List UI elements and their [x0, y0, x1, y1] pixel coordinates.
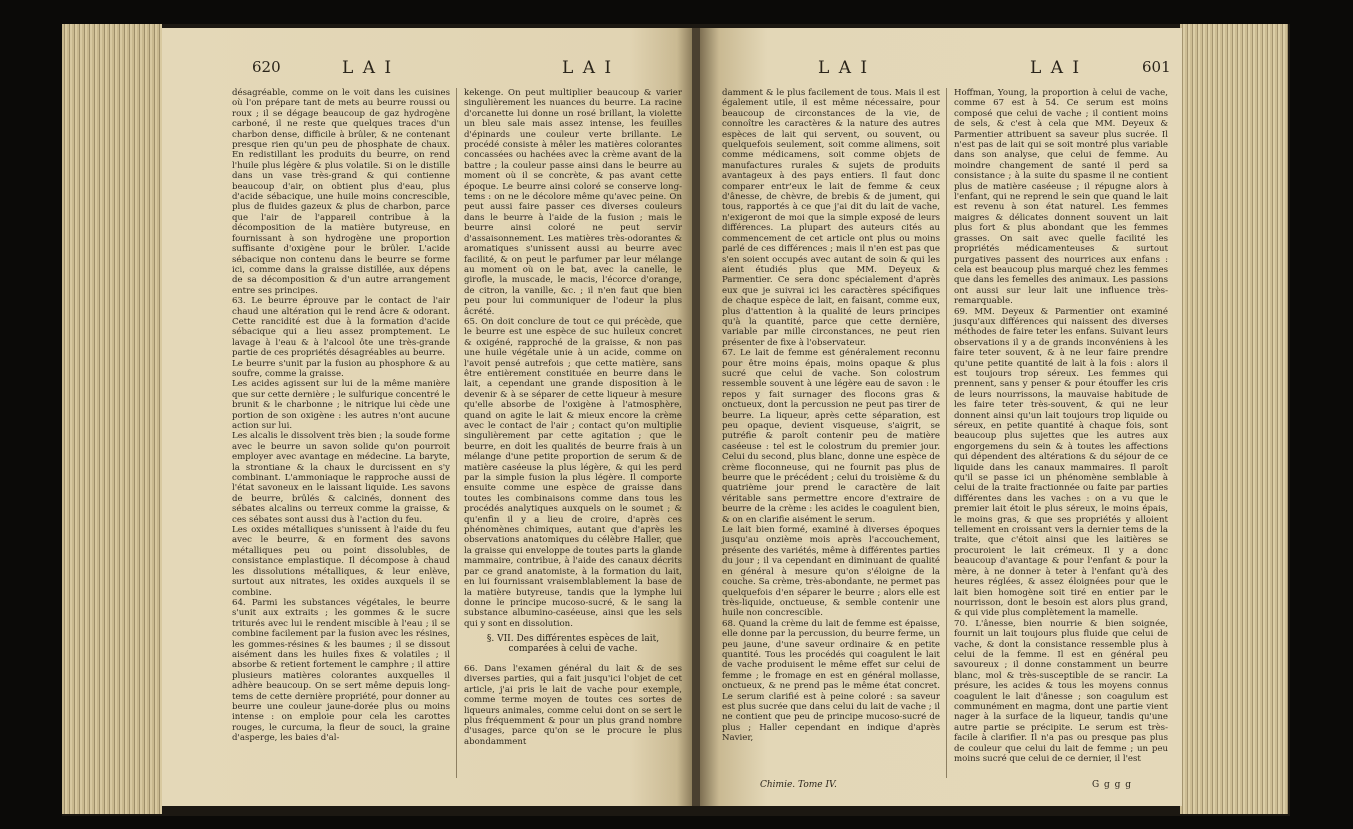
- running-head-right-1: L A I: [818, 58, 870, 78]
- section-heading: §. VII. Des différentes espèces de lait, comparées à celui de vache.: [486, 634, 660, 655]
- right-page-column-2: Hoffman, Young, la proportion à celui de vache, comme 67 est à 54. Ce serum est moins composé que celui de vache ; il contient moins de sels, & c'est à cela que MM. Deyeux & Parmentier attribuent sa saveur plus sucrée. Il n'est pas de lait qui se soit montré plus variable dans son analyse, que celui de femme. Au moindre changement de santé il perd sa consistance ; à la suite du spasme il ne contient plus de matière caséeuse ; il répugne alors à l'enfant, qui ne reprend le sein que quand le lait est revenu à son état naturel. Les femmes maigres & délicates donnent souvent un lait plus fort & plus abondant que les femmes grasses. On sait avec quelle facilité les propriétés médicamenteuses & surtout purgatives passent des nourrices aux enfans : cela est beaucoup plus marqué chez les femmes que dans les femelles des animaux. Les passions ont aussi sur leur lait une influence très-remarquable. 69. MM. Deyeux & Parmentier ont examiné jusqu'aux différences qui naissent des diverses méthodes de faire teter les enfans. Suivant leurs observations il y a de grands inconvéniens à les faire teter souvent, & à ne leur faire prendre qu'une petite quantité de lait à la fois : alors il est toujours trop séreux. Les femmes qui prennent, sans y penser & pour étouffer les cris de leurs nourrissons, la mauvaise habitude de les faire teter très-souvent, & qui ne leur donnent ainsi qu'un lait toujours trop liquide ou séreux, en petite quantité à chaque fois, sont beaucoup plus sujettes que les autres aux engorgemens du sein & à toutes les affections qui dépendent des altérations & du séjour de ce liquide dans les canaux mammaires. Il paroît qu'il se passe ici un phénomène semblable à celui de la traite fractionnée ou faite par parties différentes dans les vaches : on a vu que le premier lait étoit le plus séreux, le moins épais, le moins gras, & que ses propriétés y alloient tellement en croissant vers la dernier tems de la traite, que c'étoit ainsi que les laitières se procuroient le lait crémeux. Il y a donc beaucoup d'avantage & pour l'enfant & pour la mère, à ne donner à teter à l'enfant qu'à des heures réglées, & assez éloignées pour que le lait bien homogène soit tiré en entier par le nourrisson, dont le besoin est alors plus grand, & qui vide plus complètement la mamelle. 70. L'ânesse, bien nourrie & bien soignée, fournit un lait toujours plus fluide que celui de vache, & dont la consistance ressemble plus à celui de la femme. Il est en général peu savoureux ; il donne constamment un beurre blanc, mol & très-susceptible de se rancir. La présure, les acides & tous les moyens connus coagulent le lait d'ânesse ; son coagulum est communément en magma, dont une partie vient nager à la surface de la liqueur, tandis qu'une autre partie se précipite. Le serum est très-facile à clarifier. Il n'a pas ou presque pas plus de couleur que celui du lait de femme ; un peu moins sucré que celui de ce dernier, il l'est: [954, 88, 1168, 764]
- right-page: [700, 28, 1182, 806]
- left-page-column-2-continued: 66. Dans l'examen général du lait & de ses diverses parties, qui a fait jusqu'ici l'objet de cet article, j'ai pris le lait de vache pour exemple, comme terme moyen de toutes ces sortes de liqueurs animales, comme celui dont on se sert le plus fréquemment & pour un plus grand nombre d'usages, parce qu'on se le procure le plus abondamment: [464, 664, 682, 747]
- page-number-right: 601: [1142, 58, 1171, 76]
- left-page-edges: [62, 24, 162, 814]
- running-head-left-2: L A I: [562, 58, 614, 78]
- signature-mark: G g g g: [1092, 780, 1133, 790]
- left-page-column-2: kekenge. On peut multiplier beaucoup & varier singulièrement les nuances du beurre. La racine d'orcanette lui donne un rosé brillant, la violette un bleu sale mais assez intense, les feuilles d'épinards une couleur verte brillante. Le procédé consiste à mêler les matières colorantes concassées ou hachées avec la crème avant de la battre ; la couleur passe ainsi dans le beurre au moment où il se concrète, & pas avant cette époque. Le beurre ainsi coloré se conserve long-tems : on ne le décolore même qu'avec peine. On peut aussi faire passer ces diverses couleurs dans le beurre à l'aide de la fusion ; mais le beurre ainsi coloré ne peut servir d'assaisonnement. Les matières très-odorantes & aromatiques s'unissent aussi au beurre avec facilité, & on peut le parfumer par leur mélange au moment où on le bat, avec la canelle, le girofle, la muscade, le macis, l'écorce d'orange, de citron, la vanille, &c. ; il n'en faut que bien peu pour lui communiquer de l'odeur la plus âcrété. 65. On doit conclure de tout ce qui précède, que le beurre est une espèce de suc huileux concret & oxigéné, rapproché de la graisse, & non pas une huile végétale unie à un acide, comme on l'avoit pensé autrefois ; que cette matière, sans être entièrement constituée en beurre dans le lait, a cependant une grande disposition à le devenir & à se séparer de cette liqueur à mesure qu'elle absorbe de l'oxigène à l'atmosphère, quand on agite le lait & mieux encore la crème avec le contact de l'air ; contact qu'on multiplie singulièrement par cette agitation ; que le beurre, en doit les qualités de beurre frais à un mélange d'une petite proportion de serum & de matière caséeuse la plus légère, & qui les perd par la simple fusion la plus légère. Il comporte ensuite comme une espèce de graisse dans toutes les combinaisons comme dans tous les procédés analytiques auxquels on le soumet ; & qu'enfin il y a lieu de croire, d'après ces phénomènes chimiques, autant que d'après les observations anatomiques du célèbre Haller, que la graisse qui enveloppe de toutes parts la glande mammaire, contribue, à l'aide des canaux décrits par ce grand anatomiste, à la formation du lait, en lui fournissant vraisemblablement la base de la matière butyreuse, tandis que la lymphe lui donne le principe mucoso-sucré, & le sang la substance albumino-caséeuse, ainsi que les sels qui y sont en dissolution.: [464, 88, 682, 629]
- page-number-left: 620: [252, 58, 281, 76]
- running-head-right-2: L A I: [1030, 58, 1082, 78]
- volume-footer: Chimie. Tome IV.: [760, 780, 837, 790]
- column-rule: [946, 88, 947, 778]
- running-head-left-1: L A I: [342, 58, 394, 78]
- right-page-edges: [1180, 24, 1288, 814]
- left-page-column-1: désagréable, comme on le voit dans les cuisines où l'on prépare tant de mets au beurre roussi ou roux ; il se dégage beaucoup de gaz hydrogène carboné, il ne reste que quelques traces d'un charbon dense, difficile à brûler, & ne contenant presque rien qu'un peu de phosphate de chaux. En redistillant les produits du beurre, on rend l'huile plus légère & plus volatile. Si on le distille dans un vase très-grand & qui contienne beaucoup d'air, on obtient plus d'eau, plus d'acide sébacique, une huile moins concrescible, plus de fluides gazeux & plus de charbon, parce que l'air de l'appareil contribue à la décomposition de la matière butyreuse, en fournissant à son hydrogène une proportion suffisante d'oxigène pour le brûler. L'acide sébacique non contenu dans le beurre se forme ici, comme dans la graisse distillée, aux dépens de sa décomposition & d'un autre arrangement entre ses principes. 63. Le beurre éprouve par le contact de l'air chaud une altération qui le rend âcre & odorant. Cette rancidité est due à la formation d'acide sébacique qui a lieu assez promptement. Le lavage à l'eau & à l'alcool ôte une très-grande partie de ces propriétés désagréables au beurre. Le beurre s'unit par la fusion au phosphore & au soufre, comme la graisse. Les acides agissent sur lui de la même manière que sur cette dernière ; le sulfurique concentré le brunit & le charbonne ; le nitrique lui cède une portion de son oxigène : les autres n'ont aucune action sur lui. Les alcalis le dissolvent très bien ; la soude forme avec le beurre un savon solide qu'on pourroit employer avec avantage en médecine. La baryte, la strontiane & la chaux le durcissent en s'y combinant. L'ammoniaque le rapproche aussi de l'état savoneux en le laissant liquide. Les savons de beurre, brûlés & calcinés, donnent des sébates alcalins ou terreux comme la graisse, & ces sébates sont aussi dus à l'action du feu. Les oxides métalliques s'unissent à l'aide du feu avec le beurre, & en forment des savons métalliques peu ou point dissolubles, de consistance emplastique. Il décompose à chaud les dissolutions métalliques, & leur enlève, surtout aux nitrates, les oxides auxquels il se combine. 64. Parmi les substances végétales, le beurre s'unit aux extraits ; les gommes & le sucre triturés avec lui le rendent miscible à l'eau ; il se combine facilement par la fusion avec les résines, les gommes-résines & les baumes ; il se dissout aisément dans les huiles fixes & volatiles ; il absorbe & retient fortement le camphre ; il attire plusieurs matières colorantes auxquelles il adhère beaucoup. On se sert même depuis long-tems de cette dernière propriété, pour donner au beurre une couleur jaune-dorée plus ou moins intense : on emploie pour cela les carottes rouges, le curcuma, la fleur de souci, la graine d'asperge, les baies d'al-: [232, 88, 450, 744]
- left-page: [162, 28, 693, 806]
- right-page-column-1: damment & le plus facilement de tous. Mais il est également utile, il est même nécessaire, pour beaucoup de circonstances de la vie, de connoître les caractères & la nature des autres espèces de lait qui servent, ou souvent, ou quelquefois seulement, soit comme alimens, soit comme médicamens, soit comme objets de manufactures rurales & sujets de produits avantageux à des pays entiers. Il faut donc comparer entr'eux le lait de femme & ceux d'ânesse, de chèvre, de brebis & de jument, qui tous, rapportés à ce que j'ai dit du lait de vache, n'exigeront de moi que la simple exposé de leurs différences. La plupart des auteurs cités au commencement de cet article ont plus ou moins parlé de ces différences ; mais il n'en est pas que s'en soient occupés avec autant de soin & qui les aient étudiés plus que MM. Deyeux & Parmentier. Ce sera donc spécialement d'après eux que je suivrai ici les caractères spécifiques de chaque espèce de lait, en faisant, comme eux, plus d'attention à la qualité de leurs principes qu'à la quantité, parce que cette dernière, variable par mille circonstances, ne peut rien présenter de fixe à l'observateur. 67. Le lait de femme est généralement reconnu pour être moins épais, moins opaque & plus sucré que celui de vache. Son colostrum ressemble souvent à une légère eau de savon : le repos y fait surnager des flocons gras & onctueux, dont la percussion ne peut pas tirer de beurre. La liqueur, après cette séparation, est peu opaque, devient visqueuse, s'aigrit, se putréfie & paroît contenir peu de matière caséeuse : tel est le colostrum du premier jour. Celui du second, plus blanc, donne une espèce de crème floconneuse, qui ne fournit pas plus de beurre que le précédent ; celui du troisième & du quatrième jour prend le caractère de lait véritable sans permettre encore d'extraire de beurre de la crème : les acides le coagulent bien, & on en clarifie aisément le serum. Le lait bien formé, examiné à diverses époques jusqu'au onzième mois après l'accouchement, présente des variétés, même à différentes parties du jour ; il va cependant en diminuant de qualité en général à mesure qu'on s'éloigne de la couche. Sa crème, très-abondante, ne permet pas quelquefois d'en séparer le beurre ; alors elle est très-liquide, onctueuse, & semble contenir une huile non concrescible. 68. Quand la crème du lait de femme est épaisse, elle donne par la percussion, du beurre ferme, un peu jaune, d'une saveur ordinaire & en petite quantité. Tous les procédés qui coagulent le lait de vache produisent le même effet sur celui de femme ; le fromage en est en général mollasse, onctueux, & ne prend pas le même état concret. Le serum clarifié est à peine coloré : sa saveur est plus sucrée que dans celui du lait de vache ; il ne contient que peu de principe mucoso-sucré de plus ; Haller cependant en indique d'après Navier,: [722, 88, 940, 744]
- column-rule: [456, 88, 457, 778]
